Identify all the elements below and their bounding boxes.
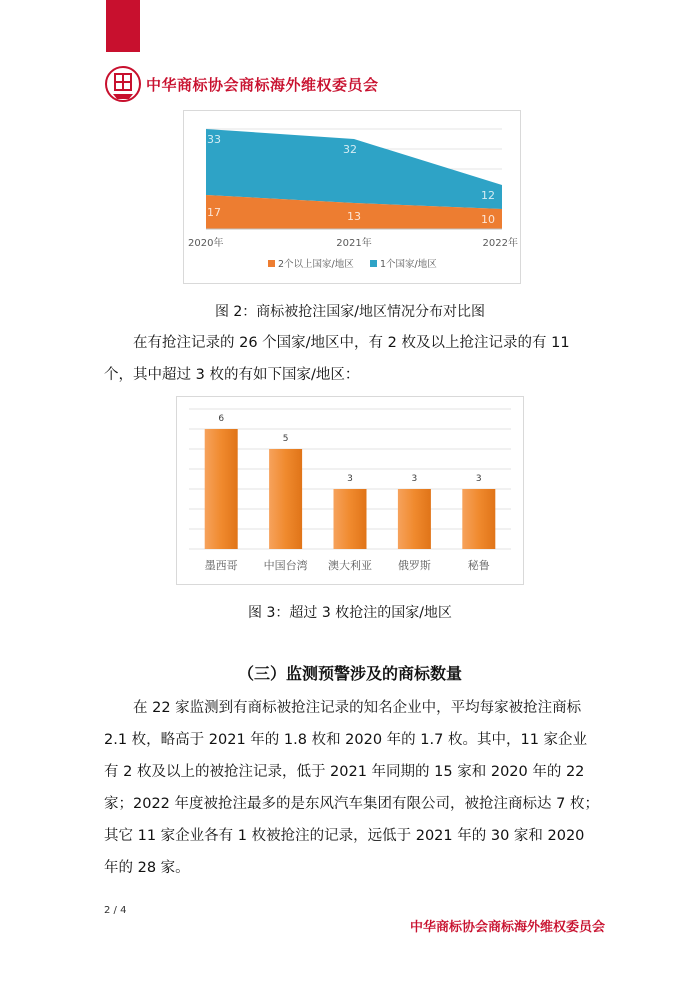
association-logo — [103, 64, 143, 104]
legend-label-multi-region: 2个以上国家/地区 — [278, 259, 354, 270]
data-label-single-region: 12 — [481, 189, 495, 202]
bar-value-label: 3 — [347, 474, 353, 484]
area-chart-box — [183, 110, 521, 284]
header-red-bar — [106, 0, 140, 52]
figure3-caption: 图 3：超过 3 枚抢注的国家/地区 — [248, 605, 452, 621]
x-tick-label: 秘鲁 — [467, 559, 490, 572]
legend-swatch-multi-region — [268, 260, 275, 267]
bar-value-label: 3 — [475, 474, 482, 484]
area-chart — [184, 111, 520, 283]
bar-chart — [177, 397, 523, 584]
bar — [269, 449, 302, 549]
x-tick-label: 澳大利亚 — [328, 559, 372, 572]
bar — [205, 429, 238, 549]
x-tick-label: 2021年 — [336, 238, 372, 249]
figure2-caption: 图 2：商标被抢注国家/地区情况分布对比图 — [214, 304, 486, 320]
bar — [334, 489, 367, 549]
data-label-single-region: 32 — [343, 143, 357, 156]
footer-org-name: 中华商标协会商标海外维权委员会 — [410, 920, 606, 935]
bar-value-label: 5 — [282, 434, 289, 444]
x-tick-label: 墨西哥 — [204, 559, 238, 572]
section-title: （三）监测预警涉及的商标数量 — [237, 664, 462, 683]
x-tick-label: 中国台湾 — [263, 559, 308, 572]
paragraph-1: 在有抢注记录的 26 个国家/地区中，有 2 枚及以上抢注记录的有 11 个，其中超过 3 枚的有如下国家/地区： — [104, 335, 570, 383]
page-number: 2 / 4 — [104, 905, 127, 916]
bar — [462, 489, 495, 549]
data-label-single-region: 33 — [207, 133, 221, 146]
bar-chart-box — [176, 396, 524, 585]
legend-label-single-region: 1个国家/地区 — [380, 259, 437, 270]
data-label-multi-region: 13 — [347, 210, 361, 223]
data-label-multi-region: 17 — [207, 206, 221, 219]
x-tick-label: 2022年 — [482, 238, 518, 249]
x-tick-label: 俄罗斯 — [397, 559, 431, 572]
data-label-multi-region: 10 — [481, 213, 495, 226]
bar-value-label: 3 — [411, 474, 418, 484]
header-org-name: 中华商标协会商标海外维权委员会 — [146, 76, 379, 94]
x-tick-label: 2020年 — [188, 238, 224, 249]
bar-value-label: 6 — [218, 414, 225, 424]
bar — [398, 489, 431, 549]
legend-swatch-single-region — [370, 260, 377, 267]
paragraph-2: 在 22 家监测到有商标被抢注记录的知名企业中，平均每家被抢注商标 2.1 枚，略高于 2021 年的 1.8 枚和 2020 年的 1.7 枚。其中，11 家企业有 2 枚及以上的被抢注记录，低于 2021 年同期的 15 家和 2020 年的 22 家；2022 年度被抢注最多的是东风汽车集团有限公司，被抢注商标达 7 枚；其它 11 家企业各有 1 枚被抢注的记录，远低于 2021 年的 30 家和 2020 年的 28 家。 — [104, 700, 599, 876]
